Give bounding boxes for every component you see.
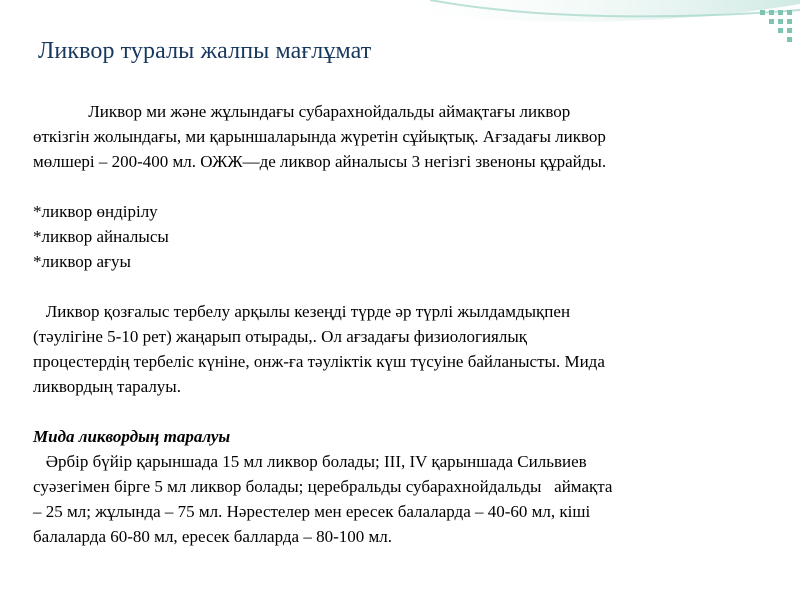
text-line: мөлшері – 200-400 мл. ОЖЖ—де ликвор айналысы 3 негізгі звеноны құрайды. — [33, 152, 607, 171]
blank-line — [33, 274, 793, 299]
blank-line — [33, 399, 793, 424]
section-heading: Мида ликвордың таралуы — [33, 427, 231, 446]
list-item: *ликвор өндірілу — [33, 202, 158, 221]
text-line: ликвордың таралуы. — [33, 377, 181, 396]
text-line: өткізгін жолындағы, ми қарыншаларында жүретін сұйықтық. Ағзадағы ликвор — [33, 127, 606, 146]
blank-line — [33, 174, 793, 199]
decorative-dots-icon — [756, 6, 796, 44]
list-item: *ликвор айналысы — [33, 227, 169, 246]
slide-body — [33, 99, 793, 549]
paragraph-distribution — [33, 449, 793, 549]
slide-title: Ликвор туралы жалпы мағлұмат — [38, 38, 372, 64]
text-line: Ликвор ми және жұлындағы субарахнойдальды аймақтағы ликвор — [33, 102, 571, 121]
text-line: балаларда 60-80 мл, ересек балларда – 80-100 мл. — [33, 527, 392, 546]
component-list — [33, 199, 793, 274]
paragraph-intro — [33, 99, 793, 174]
text-line: процестердің тербеліс күніне, онж-ға тәуліктік күш түсуіне байланысты. Мида — [33, 352, 605, 371]
text-line: Әрбір бүйір қарыншада 15 мл ликвор болады; III, IV қарыншада Сильвиев — [33, 452, 587, 471]
text-line: суәзегімен бірге 5 мл ликвор болады; церебральды субарахнойдальды аймақта — [33, 477, 613, 496]
paragraph-renewal — [33, 299, 793, 399]
list-item: *ликвор ағуы — [33, 252, 131, 271]
header-decoration — [370, 0, 800, 40]
text-line: – 25 мл; жұлында – 75 мл. Нәрестелер мен ересек балаларда – 40-60 мл, кіші — [33, 502, 591, 521]
text-line: (тәулігіне 5-10 рет) жаңарып отырады,. Ол ағзадағы физиологиялық — [33, 327, 528, 346]
text-line: Ликвор қозғалыс тербелу арқылы кезеңді түрде әр түрлі жылдамдықпен — [33, 302, 571, 321]
